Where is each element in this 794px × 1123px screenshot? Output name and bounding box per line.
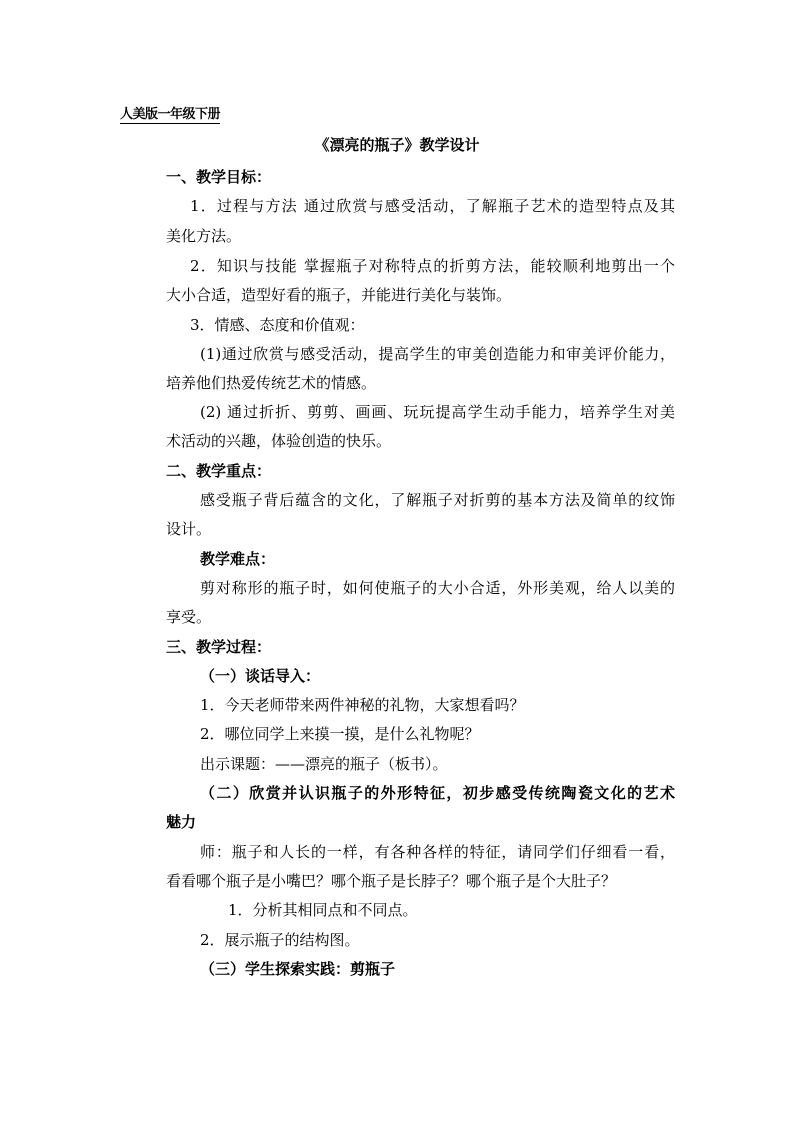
teacher-prompt-line-1: 师：瓶子和人长的一样，有各种各样的特征，请同学们仔细看一看， — [200, 843, 675, 861]
document-title: 《漂亮的瓶子》教学设计 — [314, 136, 480, 154]
process-step-2-item-2: 2．展示瓶子的结构图。 — [200, 931, 360, 949]
objective-3-1-line-1: (1)通过欣赏与感受活动，提高学生的审美创造能力和审美评价能力， — [200, 345, 675, 363]
process-step-1-heading: （一）谈话导入： — [200, 667, 321, 685]
process-step-2-item-1: 1．分析其相同点和不同点。 — [228, 901, 418, 919]
difficulty-line-1: 剪对称形的瓶子时，如何使瓶子的大小合适，外形美观，给人以美的 — [200, 579, 675, 597]
process-step-3-heading: （三）学生探索实践：剪瓶子 — [200, 960, 396, 978]
process-step-1-topic: 出示课题：——漂亮的瓶子（板书）。 — [200, 755, 448, 773]
key-points-line-1: 感受瓶子背后蕴含的文化，了解瓶子对折剪的基本方法及简单的纹饰 — [200, 491, 675, 509]
objective-1-line-2: 美化方法。 — [166, 227, 242, 245]
difficulty-heading: 教学难点： — [200, 550, 276, 568]
textbook-header: 人美版一年级下册 — [120, 103, 220, 124]
process-step-1-item-1: 1．今天老师带来两件神秘的礼物，大家想看吗？ — [200, 696, 525, 714]
objective-3-heading: 3．情感、态度和价值观： — [190, 316, 365, 334]
objective-2-line-2: 大小合适，造型好看的瓶子，并能进行美化与装饰。 — [166, 286, 512, 304]
objective-2-line-1: 2．知识与技能 掌握瓶子对称特点的折剪方法，能较顺利地剪出一个 — [190, 257, 675, 275]
section-heading-process: 三、教学过程： — [166, 638, 272, 656]
objective-3-1-line-2: 培养他们热爱传统艺术的情感。 — [166, 374, 377, 392]
objective-3-2-line-2: 术活动的兴趣，体验创造的快乐。 — [166, 432, 392, 450]
section-heading-objectives: 一、教学目标： — [166, 168, 272, 186]
teacher-prompt-line-2: 看看哪个瓶子是小嘴巴？哪个瓶子是长脖子？哪个瓶子是个大肚子？ — [166, 872, 617, 890]
difficulty-line-2: 享受。 — [166, 608, 212, 626]
objective-1-line-1: 1．过程与方法 通过欣赏与感受活动，了解瓶子艺术的造型特点及其 — [190, 197, 675, 215]
process-step-2-heading-line-2: 魅力 — [166, 813, 197, 831]
process-step-1-item-2: 2．哪位同学上来摸一摸，是什么礼物呢？ — [200, 725, 480, 743]
process-step-2-heading-line-1: （二）欣赏并认识瓶子的外形特征，初步感受传统陶瓷文化的艺术 — [200, 784, 675, 802]
key-points-line-2: 设计。 — [166, 520, 212, 538]
section-heading-key-points: 二、教学重点： — [166, 462, 272, 480]
objective-3-2-line-1: (2) 通过折折、剪剪、画画、玩玩提高学生动手能力，培养学生对美 — [200, 403, 675, 421]
